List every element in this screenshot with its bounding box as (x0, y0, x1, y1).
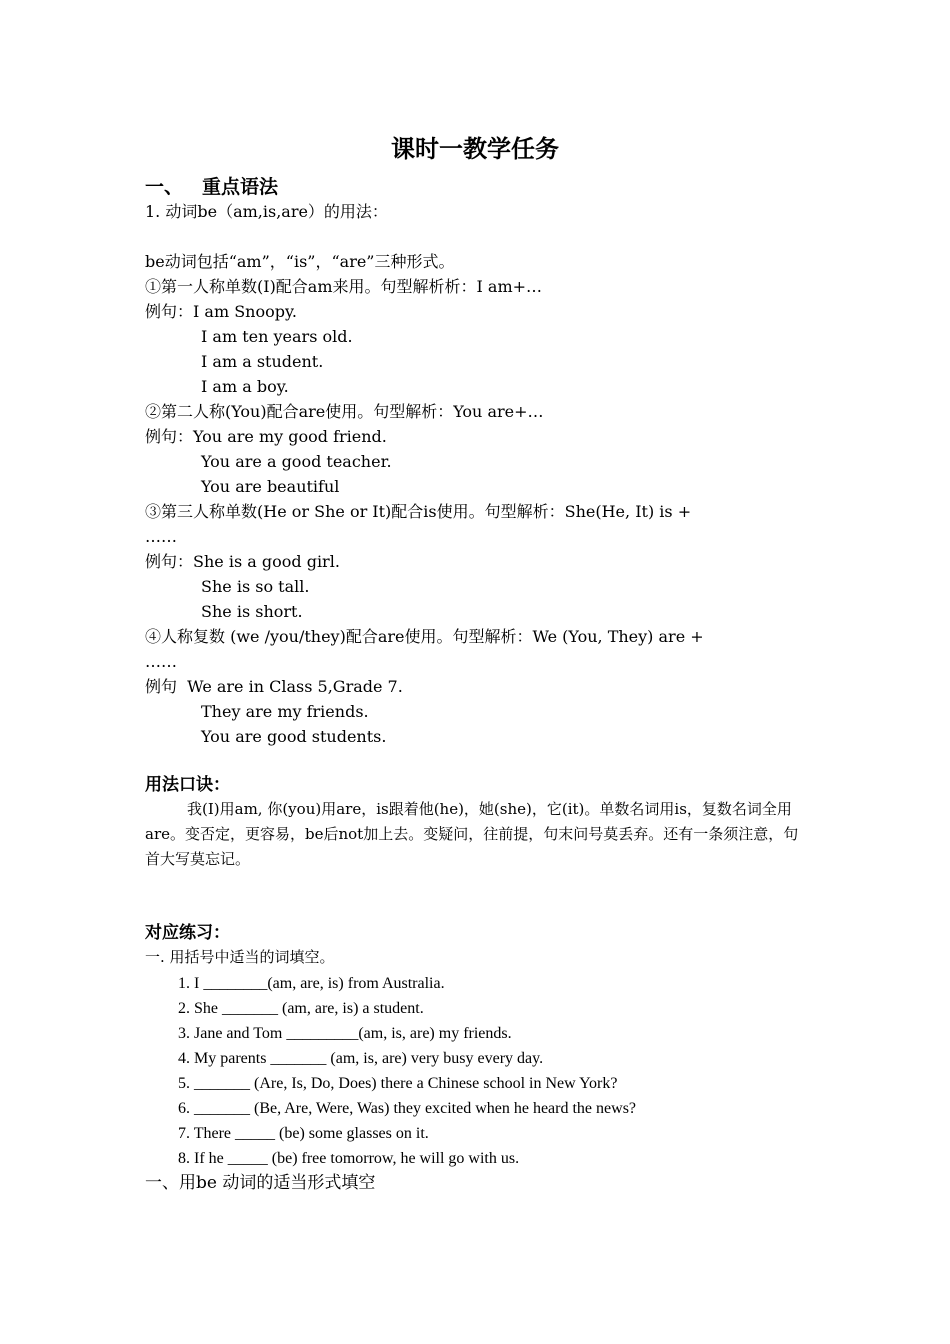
exercise-item: 8. If he _____ (be) free tomorrow, he will go with us. (178, 1150, 520, 1167)
section-heading: 重点语法 (202, 176, 279, 198)
example-line: She is short. (201, 602, 303, 621)
section-number: 一、 (145, 176, 184, 198)
page-title: 课时一教学任务 (391, 135, 559, 163)
exercise-item: 3. Jane and Tom _________(am, is, are) my friends. (178, 1025, 512, 1042)
rule-continuation: …… (145, 652, 177, 671)
example-line: She is so tall. (201, 577, 310, 596)
exercise-item: 6. _______ (Be, Are, Were, Was) they excited when he heard the news? (178, 1100, 637, 1117)
example-line: I am ten years old. (201, 327, 353, 346)
exercise-instruction: 一. 用括号中适当的词填空。 (145, 948, 335, 966)
rule-first-person: ①第一人称单数(I)配合am来用。句型解析析：I am+… (145, 277, 543, 296)
rule-plural: ④人称复数 (we /you/they)配合are使用。句型解析：We (You, They) are + (145, 627, 704, 646)
exercise-item: 1. I ________(am, are, is) from Australia. (178, 975, 445, 992)
example-line: 例句：I am Snoopy. (145, 302, 297, 321)
be-forms-intro: be动词包括“am”，“is”，“are”三种形式。 (145, 252, 455, 271)
example-line: 例句 We are in Class 5,Grade 7. (145, 677, 403, 696)
example-line: I am a boy. (201, 377, 289, 396)
example-line: 例句：You are my good friend. (145, 427, 387, 446)
exercise-item: 7. There _____ (be) some glasses on it. (178, 1125, 429, 1142)
next-section-heading: 一、用be 动词的适当形式填空 (145, 1173, 376, 1193)
rule-third-person: ③第三人称单数(He or She or It)配合is使用。句型解析：She(He, It) is + (145, 502, 692, 521)
exercise-item: 2. She _______ (am, are, is) a student. (178, 1000, 424, 1017)
example-line: I am a student. (201, 352, 324, 371)
grammar-item-title: 1. 动词be（am,is,are）的用法： (145, 202, 388, 221)
exercise-item: 5. _______ (Are, Is, Do, Does) there a Chinese school in New York? (178, 1075, 618, 1092)
example-line: 例句：She is a good girl. (145, 552, 340, 571)
example-line: You are beautiful (201, 477, 340, 496)
example-line: They are my friends. (201, 702, 369, 721)
mnemonic-paragraph: 我(I)用am, 你(you)用are，is跟着他(he)，她(she)，它(it)。单数名词用is，复数名词全用are。变否定，更容易，be后not加上去。变疑问，往前提，句末问号莫丢弃。还有一条须注意，句首大写莫忘记。 (145, 800, 799, 868)
practice-heading: 对应练习： (145, 923, 230, 943)
exercise-item: 4. My parents _______ (am, is, are) very busy every day. (178, 1050, 544, 1067)
rule-continuation: …… (145, 527, 177, 546)
example-line: You are good students. (201, 727, 387, 746)
mnemonic-heading: 用法口诀： (145, 775, 230, 795)
example-line: You are a good teacher. (201, 452, 392, 471)
rule-second-person: ②第二人称(You)配合are使用。句型解析：You are+… (145, 402, 544, 421)
